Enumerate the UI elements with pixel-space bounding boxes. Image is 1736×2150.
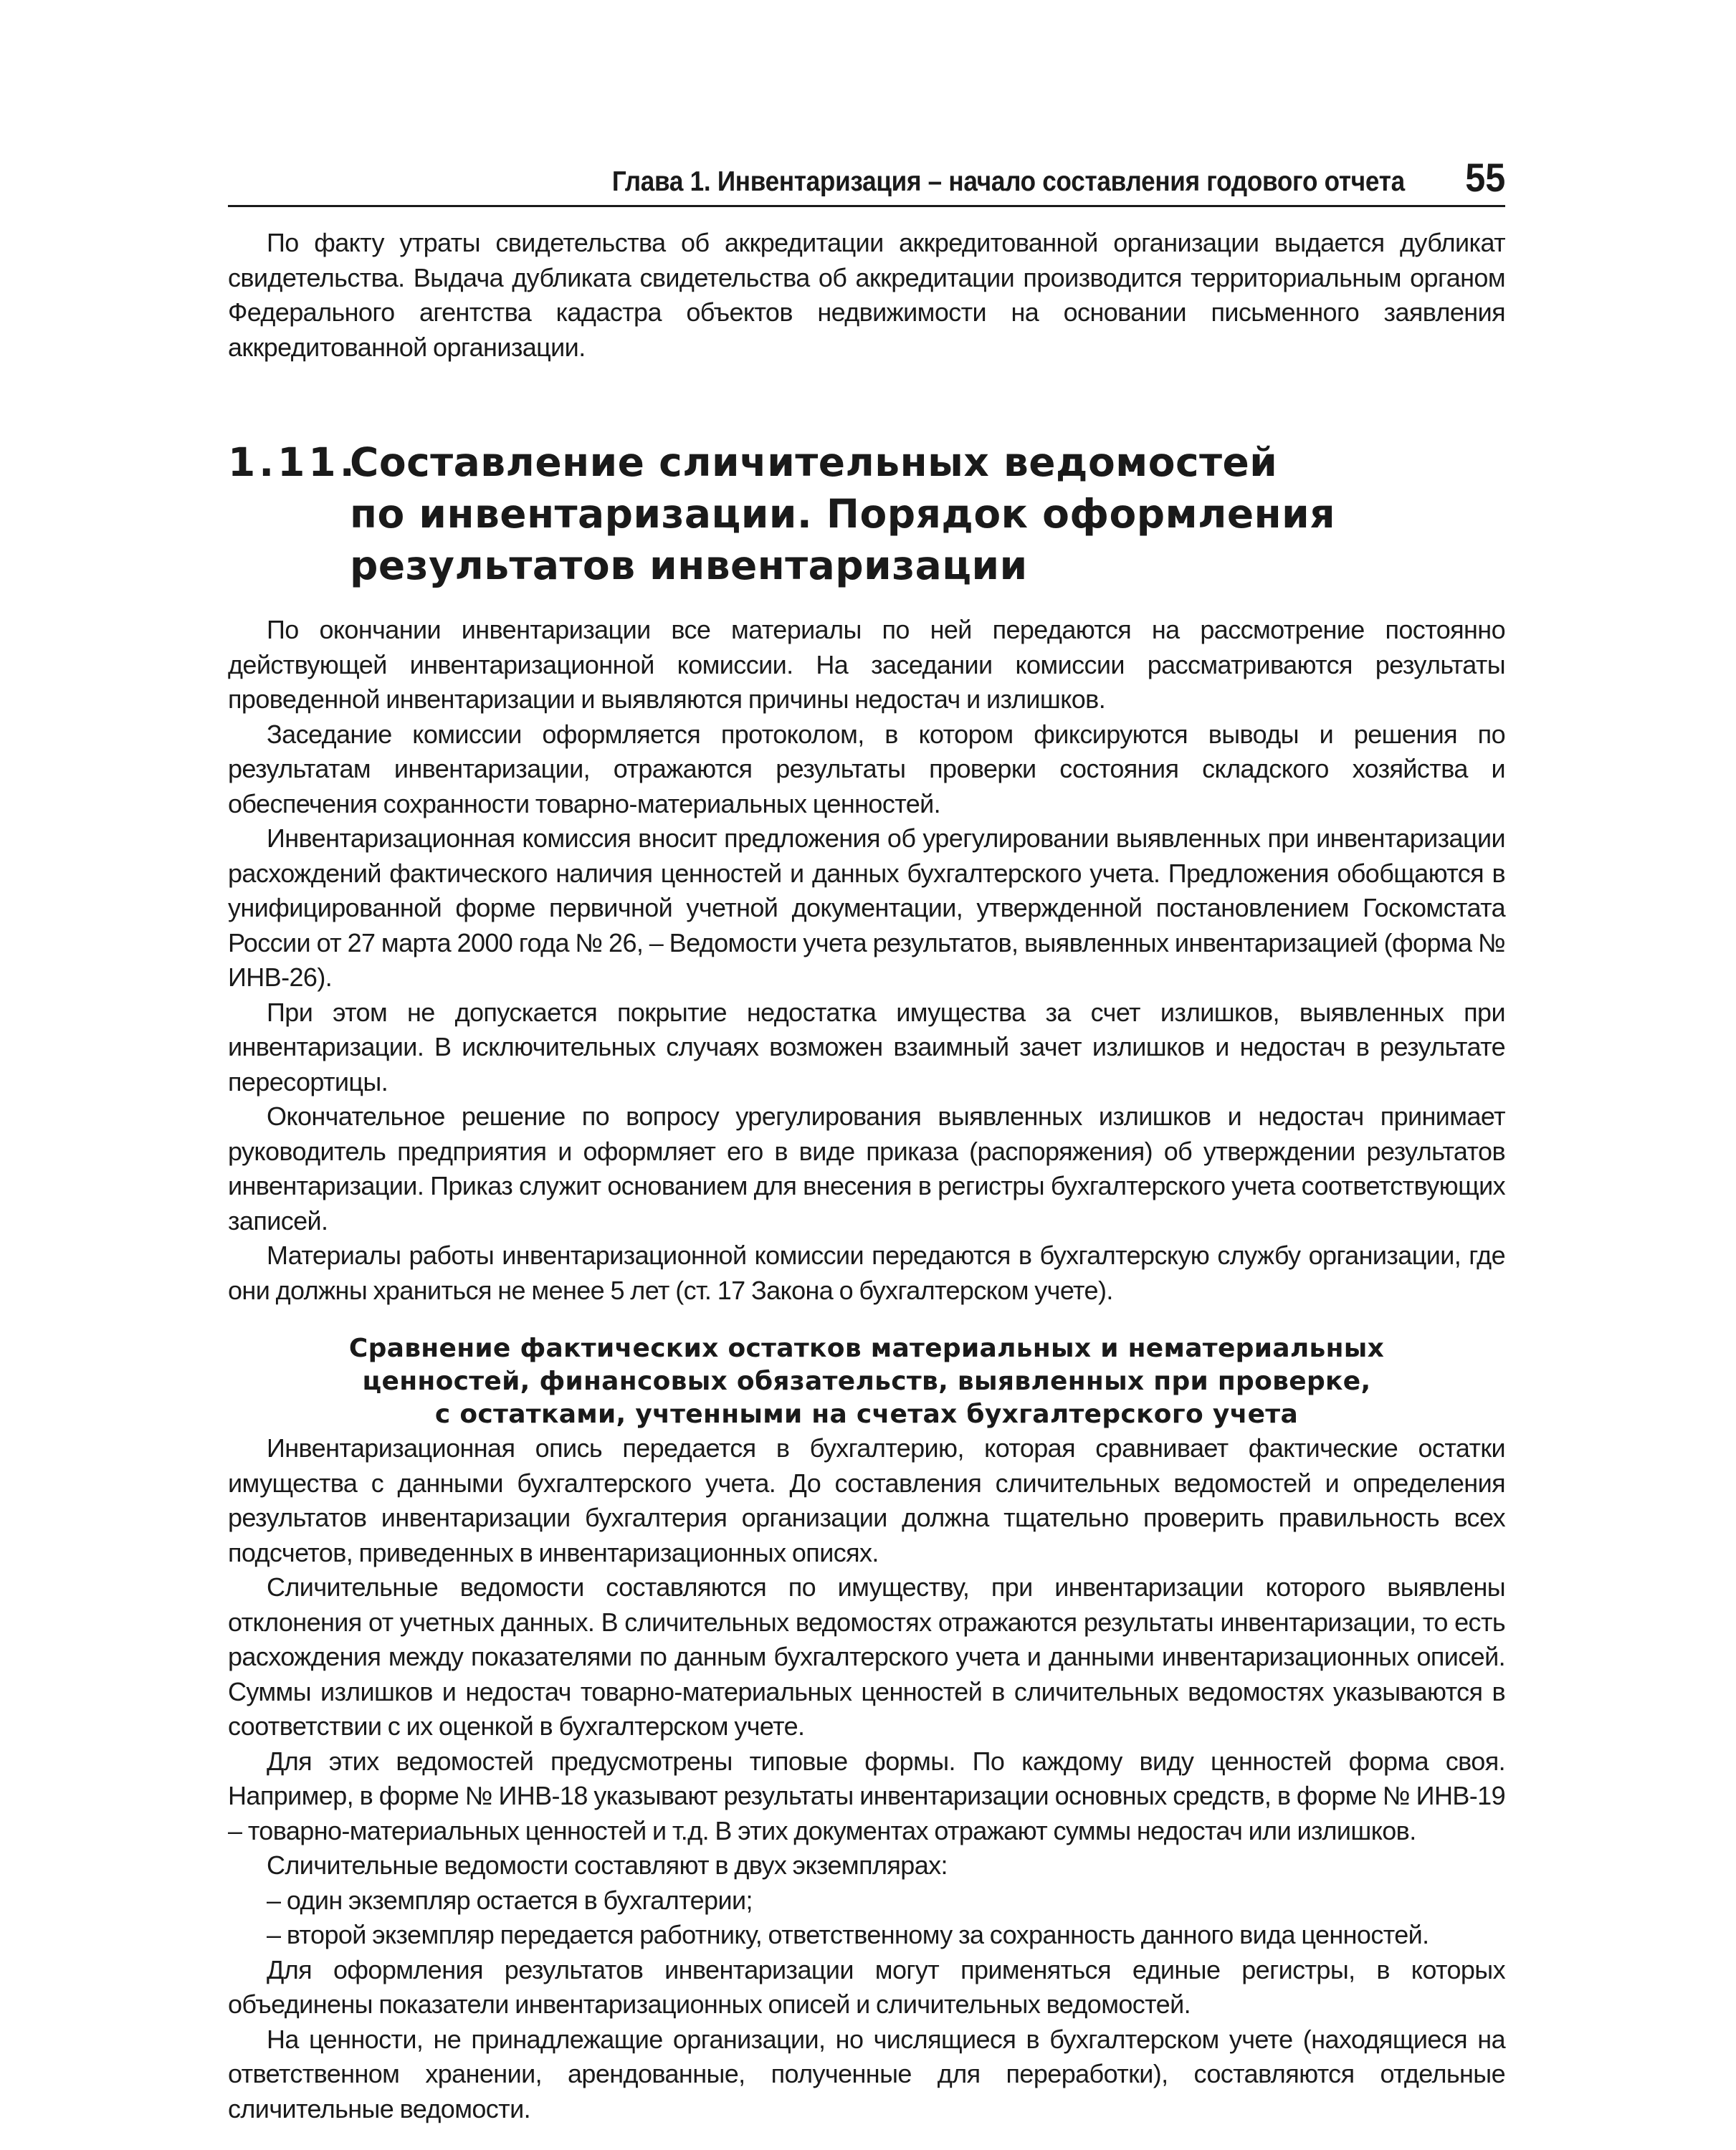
subsection-title-line: Сравнение фактических остатков материальных и нематериальных [348,1334,1385,1363]
body-paragraph: Сличительные ведомости составляются по имуществу, при инвентаризации которого выявлены отклонения от учетных данных. В сличительных ведомостях отражаются результаты инвентаризации, то есть расхождения между показателями по данным бухгалтерского учета и данными инвентаризационных описей. Суммы излишков и недостач товарно-материальных ценностей в сличительных ведомостях указываются в соответствии с их оценкой в бухгалтерском учете. [228,1572,1505,1741]
section-title-line: результатов инвентаризации [350,543,1028,588]
body-paragraph: При этом не допускается покрытие недостатка имущества за счет излишков, выявленных при инвентаризации. В исключительных случаях возможен взаимный зачет излишков и недостач в результате пересортицы. [228,997,1505,1096]
body-paragraph: Окончательное решение по вопросу урегулирования выявленных излишков и недостач принимает руководитель предприятия и оформляет его в виде приказа (распоряжения) об утверждении результатов инвентаризации. Приказ служит основанием для внесения в регистры бухгалтерского учета соответствующих записей. [228,1102,1505,1236]
page-number: 55 [1464,155,1505,200]
body-paragraph: На ценности, не принадлежащие организации, но числящиеся в бухгалтерском учете (находящиеся на ответственном хранении, арендованные, полученные для переработки), составляются отдельные сличительные ведомости. [228,2024,1505,2123]
subsection-heading [228,1332,1505,1431]
list-item: – второй экземпляр передается работнику, ответственному за сохранность данного вида ценностей. [267,1920,1429,1949]
section-heading [228,436,1505,591]
body-paragraph: Инвентаризационная комиссия вносит предложения об урегулировании выявленных при инвентаризации расхождений фактического наличия ценностей и данных бухгалтерского учета. Предложения обобщаются в унифицированной форме первичной учетной документации, утвержденной постановлением Госкомстата России от 27 марта 2000 года № 26, – Ведомости учета результатов, выявленных инвентаризацией (форма № ИНВ-26). [228,823,1505,992]
intro-block [228,226,1505,365]
body-paragraph: Сличительные ведомости составляют в двух экземплярах: [267,1850,948,1880]
body-paragraph: Заседание комиссии оформляется протоколом, в котором фиксируются выводы и решения по результатам инвентаризации, отражаются результаты проверки состояния складского хозяйства и обеспечения сохранности товарно-материальных ценностей. [228,719,1505,818]
section-number: 1.11. [228,439,358,485]
book-page [228,154,1505,2126]
section-title-line: по инвентаризации. Порядок оформления [350,491,1336,537]
subsection-title-line: с остатками, учтенными на счетах бухгалтерского учета [434,1400,1299,1429]
subsection-title-line: ценностей, финансовых обязательств, выявленных при проверке, [362,1367,1371,1396]
intro-paragraph: По факту утраты свидетельства об аккредитации аккредитованной организации выдается дубликат свидетельства. Выдача дубликата свидетельства об аккредитации производится территориальным органом Федерального агентства кадастра объектов недвижимости на основании письменного заявления аккредитованной организации. [228,228,1505,362]
body-paragraph: Для этих ведомостей предусмотрены типовые формы. По каждому виду ценностей форма своя. Например, в форме № ИНВ-18 указывают результаты инвентаризации основных средств, в форме № ИНВ-19 – товарно-материальных ценностей и т.д. В этих документах отражают суммы недостач или излишков. [228,1746,1505,1845]
subsection-body [228,1431,1505,2126]
section-title [350,436,1353,591]
running-title: Глава 1. Инвентаризация – начало составления годового отчета [611,166,1405,197]
section-body [228,613,1505,1308]
body-paragraph: Материалы работы инвентаризационной комиссии передаются в бухгалтерскую службу организации, где они должны храниться не менее 5 лет (ст. 17 Закона о бухгалтерском учете). [228,1241,1505,1305]
body-paragraph: По окончании инвентаризации все материалы по ней передаются на рассмотрение постоянно действующей инвентаризационной комиссии. На заседании комиссии рассматриваются результаты проведенной инвентаризации и выявляются причины недостач и излишков. [228,615,1505,714]
body-paragraph: Для оформления результатов инвентаризации могут применяться единые регистры, в которых объединены показатели инвентаризационных описей и сличительных ведомостей. [228,1954,1505,2019]
section-title-line: Составление сличительных ведомостей [350,439,1278,485]
list-item: – один экземпляр остается в бухгалтерии; [267,1885,753,1915]
running-header [228,154,1505,207]
body-paragraph: Инвентаризационная опись передается в бухгалтерию, которая сравнивает фактические остатки имущества с данными бухгалтерского учета. До составления сличительных ведомостей и определения результатов инвентаризации бухгалтерия организации должна тщательно проверить правильность всех подсчетов, приведенных в инвентаризационных описях. [228,1433,1505,1567]
